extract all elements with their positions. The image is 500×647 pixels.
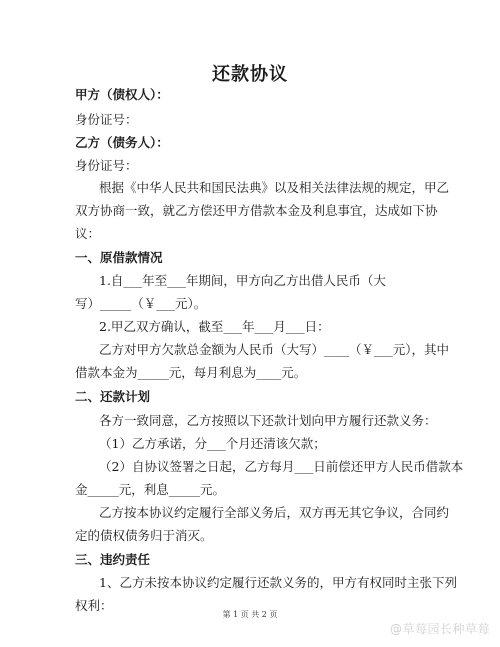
section-2-line: 金_____元，利息_____元。 bbox=[75, 482, 226, 497]
section-3-line: 1、乙方未按本协议约定履行还款义务的，甲方有权同时主张下列 bbox=[99, 575, 457, 590]
section-3-heading: 三、违约责任 bbox=[75, 552, 151, 567]
party-b-id-label: 身份证号： bbox=[75, 158, 138, 173]
party-a-id-label: 身份证号： bbox=[75, 112, 138, 127]
page-number: 第 1 页 共 2 页 bbox=[222, 610, 278, 619]
party-b-label: 乙方（债务人）： bbox=[75, 135, 169, 150]
section-1-line: 写）_____（￥___元）。 bbox=[75, 296, 207, 311]
watermark: @草莓园长种草莓 bbox=[389, 622, 490, 636]
section-1-line: 借款本金为_____元，每月利息为____元。 bbox=[75, 365, 307, 380]
section-2-heading: 二、还款计划 bbox=[75, 389, 151, 404]
section-2-line: 各方一致同意，乙方按照以下还款计划向甲方履行还款义务： bbox=[99, 413, 437, 428]
document-title: 还款协议 bbox=[212, 64, 288, 85]
section-2-line: （1）乙方承诺，分___个月还清该欠款； bbox=[99, 436, 326, 451]
section-1-line: 乙方对甲方欠款总金额为人民币（大写）____（￥___元），其中 bbox=[99, 342, 450, 357]
intro-line: 双方协商一致，就乙方偿还甲方借款本金及利息事宜，达成如下协 bbox=[75, 203, 438, 218]
section-2-line: 定的债权债务归于消灭。 bbox=[75, 528, 213, 543]
section-3-line: 权利： bbox=[75, 598, 113, 613]
section-2-line: 乙方按本协议约定履行全部义务后，双方再无其它争议，合同约 bbox=[99, 505, 450, 520]
intro-line: 根据《中华人民共和国民法典》以及相关法律法规的规定，甲乙 bbox=[99, 180, 450, 195]
section-2-line: （2）自协议签署之日起，乙方每月___日前偿还甲方人民币借款本 bbox=[99, 459, 464, 474]
section-1-line: 2.甲乙双方确认，截至___年___月___日： bbox=[99, 319, 330, 334]
section-1-line: 1.自___年至___年期间，甲方向乙方出借人民币（大 bbox=[99, 273, 386, 288]
party-a-label: 甲方（债权人）： bbox=[75, 87, 169, 102]
intro-line: 议： bbox=[75, 226, 101, 241]
section-1-heading: 一、原借款情况 bbox=[75, 250, 163, 265]
